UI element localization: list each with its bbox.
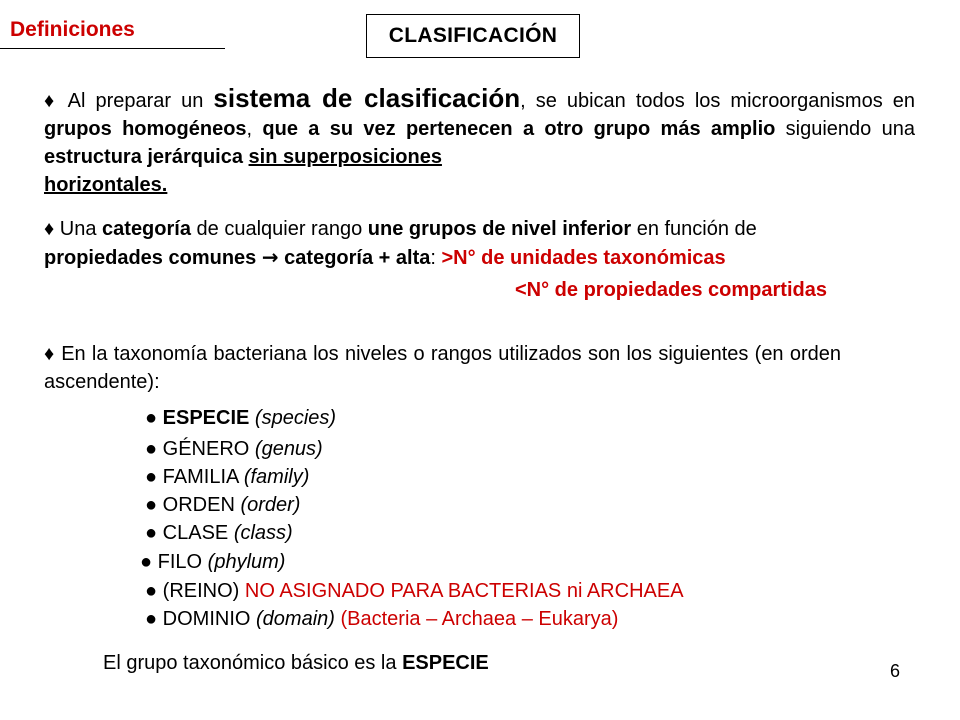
list-item-reino: ● (REINO) NO ASIGNADO PARA BACTERIAS ni ARCHAEA <box>145 580 684 602</box>
dot-bullet-icon: ● <box>145 608 158 630</box>
basic-group-statement: El grupo taxonómico básico es la ESPECIE <box>103 652 489 674</box>
term-sistema-clasificacion: sistema de clasificación <box>213 83 521 113</box>
fewer-shared-properties: <N° de propiedades compartidas <box>515 279 827 301</box>
paragraph-bacterial-taxonomy: ♦ En la taxonomía bacteriana los niveles o rangos utilizados son los siguientes (en orden ascendente): <box>44 343 841 393</box>
section-underline <box>0 48 225 49</box>
list-item-genero: ● GÉNERO (genus) <box>145 438 323 460</box>
list-item-filo: ● FILO (phylum) <box>140 551 286 573</box>
term-estructura-jerarquica: estructura jerárquica <box>44 146 243 168</box>
paragraph-category: ♦ Una categoría de cualquier rango une grupos de nivel inferior en función de propiedades comunes → categoría + alta: >N° de unidades taxonómicas <box>44 218 757 269</box>
dot-bullet-icon: ● <box>145 466 158 488</box>
list-item-familia: ● FAMILIA (family) <box>145 466 310 488</box>
term-categoria: categoría <box>102 218 191 240</box>
term-grupos-homogeneos: grupos homogéneos <box>44 118 247 140</box>
list-item-dominio: ● DOMINIO (domain) (Bacteria – Archaea – Eukarya) <box>145 608 619 630</box>
title-box <box>366 14 580 58</box>
term-sin-superposiciones: sin superposiciones <box>248 146 442 168</box>
term-especie: ESPECIE <box>402 652 489 674</box>
section-label: Definiciones <box>10 18 135 41</box>
dot-bullet-icon: ● <box>145 438 158 460</box>
diamond-bullet-icon: ♦ <box>44 218 55 240</box>
slide-title: CLASIFICACIÓN <box>388 24 558 47</box>
list-item-especie: ● ESPECIE (species) <box>145 407 337 429</box>
page-number: 6 <box>890 661 901 681</box>
list-item-clase: ● CLASE (class) <box>145 522 293 544</box>
diamond-bullet-icon: ♦ <box>44 90 59 112</box>
more-taxonomic-units: >N° de unidades taxonómicas <box>441 247 726 269</box>
dot-bullet-icon: ● <box>140 551 153 573</box>
dot-bullet-icon: ● <box>145 522 158 544</box>
right-arrow-icon: → <box>261 245 279 269</box>
dot-bullet-icon: ● <box>145 407 158 429</box>
paragraph-classification-system: ♦ Al preparar un sistema de clasificación, se ubican todos los microorganismos en grupos homogéneos, que a su vez pertenecen a otro grupo más amplio siguiendo una estructura jerárquica sin superposiciones horizontales. <box>44 83 915 196</box>
dot-bullet-icon: ● <box>145 494 158 516</box>
dot-bullet-icon: ● <box>145 580 158 602</box>
list-item-orden: ● ORDEN (order) <box>145 494 301 516</box>
